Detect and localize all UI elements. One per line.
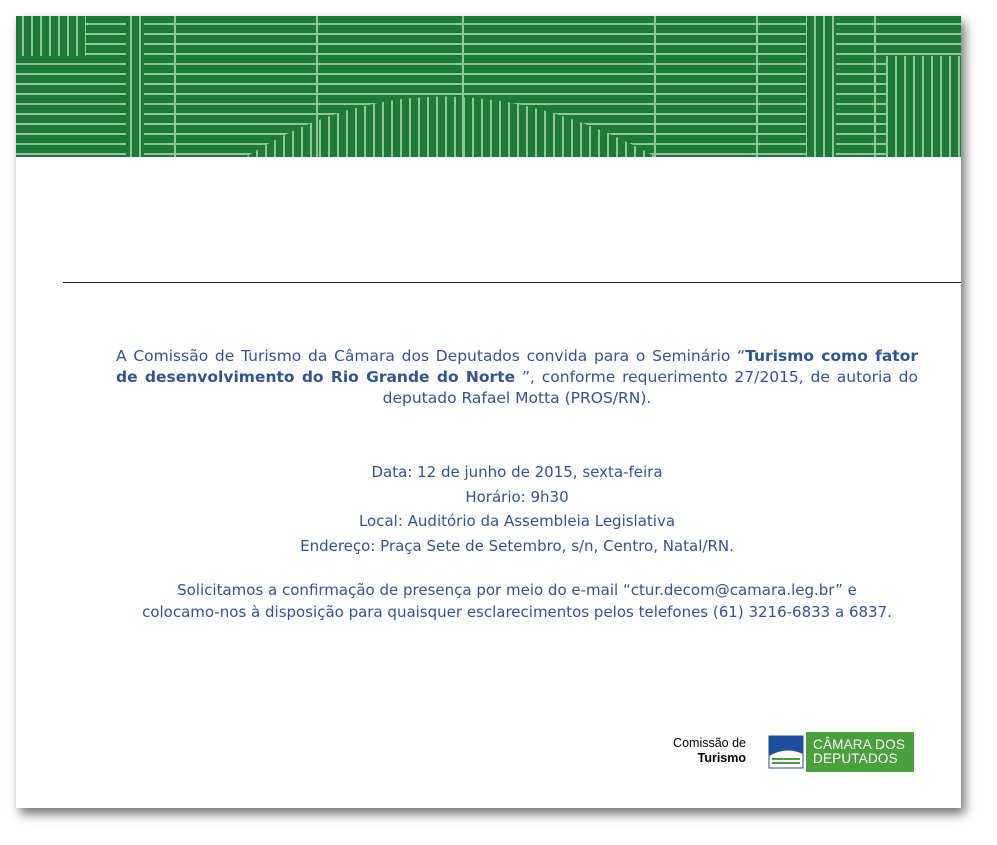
event-location: Local: Auditório da Assembleia Legislativa: [358, 512, 676, 530]
event-address: Endereço: Praça Sete de Setembro, s/n, Centro, Natal/RN.: [300, 536, 734, 555]
event-details: [116, 460, 918, 558]
seminar-title: Turismo como fator de desenvolvimento do Rio Grande do Norte: [116, 347, 918, 386]
camara-logo-text: [806, 738, 905, 766]
striped-pattern-graphic: [16, 16, 961, 157]
header-banner: [16, 16, 961, 157]
camara-dos-deputados-logo: [766, 732, 914, 772]
camara-logo-line-2: DEPUTADOS: [813, 751, 898, 766]
intro-text-start: A Comissão de Turismo da Câmara dos Deputados convida para o Seminário “: [116, 347, 746, 365]
camara-emblem-icon: [766, 732, 806, 772]
intro-text-end: ”, conforme requerimento 27/2015, de autoria do deputado Rafael Motta (PROS/RN).: [382, 368, 918, 407]
commission-logo-text: [636, 736, 746, 766]
event-time: Horário: 9h30: [465, 487, 569, 506]
rsvp-line-2: colocamo-nos à disposição para quaisquer esclarecimentos pelos telefones (61) 3216-6833 a 6837.: [142, 603, 892, 621]
rsvp-paragraph: [116, 579, 918, 623]
horizontal-divider: [63, 282, 961, 283]
invitation-paragraph: [116, 346, 918, 409]
event-date: Data: 12 de junho de 2015, sexta-feira: [371, 463, 663, 481]
camara-logo-line-1: CÂMARA DOS: [813, 737, 906, 752]
commission-name-line-2: Turismo: [697, 751, 746, 765]
invitation-sheet: [16, 16, 961, 808]
rsvp-line-1: Solicitamos a confirmação de presença por meio do e-mail “ctur.decom@camara.leg.br” e: [177, 581, 857, 599]
commission-name-line-1: Comissão de: [673, 736, 746, 750]
